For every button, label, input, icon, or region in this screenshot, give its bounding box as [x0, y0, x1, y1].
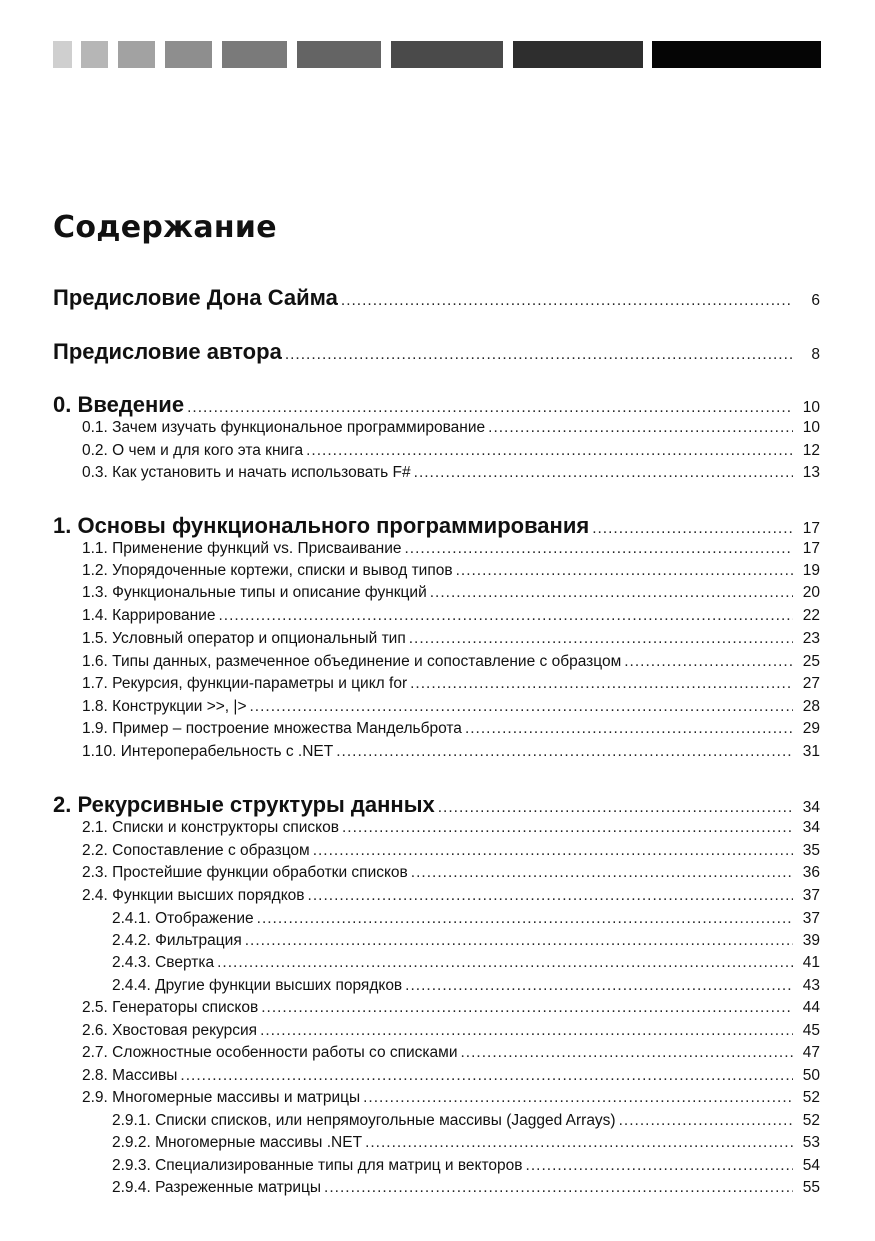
- dot-leader: [526, 1155, 793, 1177]
- toc-entry-label: 1.1. Применение функций vs. Присваивание: [82, 540, 402, 557]
- toc-entry-label: 2.6. Хвостовая рекурсия: [82, 1022, 258, 1039]
- toc-entry-label: 1.6. Типы данных, размеченное объединение и сопоставление с образцом: [82, 653, 622, 670]
- toc-entry-page-number: 34: [802, 799, 820, 816]
- dot-leader: [257, 908, 793, 930]
- toc-entry-label: 2.2. Сопоставление с образцом: [82, 842, 310, 859]
- toc-entry-page-number: 34: [802, 819, 820, 836]
- toc-entry-label: 1.5. Условный оператор и опциональный тип: [82, 630, 406, 647]
- toc-entry-page-number: 39: [802, 932, 820, 949]
- dot-leader: [465, 718, 793, 740]
- toc-section-entry: [112, 1132, 820, 1154]
- toc-section-entry: [82, 997, 820, 1019]
- toc-section-entry: [82, 817, 820, 839]
- toc-section-entry: [82, 538, 820, 560]
- toc-entry-page-number: 12: [802, 442, 820, 459]
- toc-section-entry: [112, 930, 820, 952]
- toc-section-entry: [82, 605, 820, 627]
- toc-section-entry: [112, 975, 820, 997]
- toc-entry-page-number: 47: [802, 1044, 820, 1061]
- toc-entry-label: 1.10. Интероперабельность с .NET: [82, 743, 334, 760]
- toc-entry-page-number: 43: [802, 977, 820, 994]
- toc-section-entry: [82, 1020, 820, 1042]
- toc-section-entry: [112, 908, 820, 930]
- dot-leader: [341, 287, 793, 312]
- toc-section-entry: [82, 462, 820, 484]
- dot-leader: [438, 794, 793, 819]
- toc-chapter-entry: [53, 512, 820, 540]
- toc-entry-label: 2.4.3. Свертка: [112, 954, 215, 971]
- toc-entry-label: Предисловие Дона Сайма: [53, 285, 338, 310]
- dot-leader: [456, 560, 793, 582]
- toc-entry-page-number: 55: [802, 1179, 820, 1196]
- dot-leader: [250, 696, 794, 718]
- toc-chapter-entry: [53, 338, 820, 366]
- toc-entry-page-number: 28: [802, 698, 820, 715]
- toc-entry-label: 2.9.3. Специализированные типы для матриц и векторов: [112, 1157, 523, 1174]
- dot-leader: [245, 930, 793, 952]
- toc-entry-page-number: 37: [802, 910, 820, 927]
- dot-leader: [218, 605, 793, 627]
- toc-entry-page-number: 19: [802, 562, 820, 579]
- toc-entry-label: 2.9.2. Многомерные массивы .NET: [112, 1134, 363, 1151]
- toc-chapter-entry: [53, 791, 820, 819]
- dot-leader: [324, 1177, 793, 1199]
- dot-leader: [619, 1110, 793, 1132]
- dot-leader: [187, 394, 793, 419]
- toc-entry-page-number: 25: [802, 653, 820, 670]
- toc-entry-label: 2. Рекурсивные структуры данных: [53, 792, 435, 817]
- toc-entry-label: 0.3. Как установить и начать использовать F#: [82, 464, 411, 481]
- toc-chapter-entry: [53, 284, 820, 312]
- toc-entry-page-number: 50: [802, 1067, 820, 1084]
- toc-section-entry: [112, 1155, 820, 1177]
- dot-leader: [405, 975, 793, 997]
- toc-entry-page-number: 44: [802, 999, 820, 1016]
- toc-entry-page-number: 27: [802, 675, 820, 692]
- toc-entry-label: 2.8. Массивы: [82, 1067, 178, 1084]
- toc-section-entry: [82, 628, 820, 650]
- toc-chapter-entry: [53, 391, 820, 419]
- toc-entry-label: 2.3. Простейшие функции обработки списков: [82, 864, 408, 881]
- toc-section-entry: [82, 651, 820, 673]
- toc-entry-page-number: 36: [802, 864, 820, 881]
- toc-entry-page-number: 17: [802, 520, 820, 537]
- toc-entry-label: 2.5. Генераторы списков: [82, 999, 259, 1016]
- toc-section-entry: [82, 417, 820, 439]
- dot-leader: [414, 462, 793, 484]
- toc-entry-page-number: 10: [802, 399, 820, 416]
- dot-leader: [592, 515, 793, 540]
- toc-entry-page-number: 45: [802, 1022, 820, 1039]
- dot-leader: [217, 952, 793, 974]
- toc-section-entry: [82, 440, 820, 462]
- toc-entry-label: 0. Введение: [53, 392, 185, 417]
- toc-entry-label: 1.7. Рекурсия, функции-параметры и цикл for: [82, 675, 408, 692]
- toc-entry-label: 2.4. Функции высших порядков: [82, 887, 305, 904]
- toc-entry-page-number: 17: [802, 540, 820, 557]
- toc-entry-page-number: 22: [802, 607, 820, 624]
- toc-entry-label: 0.2. О чем и для кого эта книга: [82, 442, 304, 459]
- toc-section-entry: [112, 952, 820, 974]
- toc-section-entry: [82, 696, 820, 718]
- toc-section-entry: [112, 1177, 820, 1199]
- toc-entry-page-number: 37: [802, 887, 820, 904]
- toc-entry-page-number: 41: [802, 954, 820, 971]
- toc-entry-label: 2.7. Сложностные особенности работы со списками: [82, 1044, 458, 1061]
- toc-entry-page-number: 52: [802, 1112, 820, 1129]
- toc-entry-label: 1.9. Пример – построение множества Мандельброта: [82, 720, 462, 737]
- toc-section-entry: [82, 582, 820, 604]
- toc-entry-label: 1.4. Каррирование: [82, 607, 216, 624]
- dot-leader: [308, 885, 793, 907]
- dot-leader: [313, 840, 793, 862]
- toc-section-entry: [82, 718, 820, 740]
- dot-leader: [180, 1065, 793, 1087]
- dot-leader: [363, 1087, 793, 1109]
- dot-leader: [430, 582, 793, 604]
- toc-entry-page-number: 6: [811, 292, 820, 309]
- toc-entry-label: 2.9.1. Списки списков, или непрямоугольные массивы (Jagged Arrays): [112, 1112, 616, 1129]
- dot-leader: [261, 997, 793, 1019]
- toc-section-entry: [82, 1042, 820, 1064]
- toc-entry-label: 2.9. Многомерные массивы и матрицы: [82, 1089, 361, 1106]
- toc-section-entry: [82, 862, 820, 884]
- dot-leader: [624, 651, 793, 673]
- toc-entry-page-number: 13: [802, 464, 820, 481]
- toc-entry-page-number: 52: [802, 1089, 820, 1106]
- dot-leader: [285, 341, 793, 366]
- page-title: Содержание: [53, 210, 277, 245]
- toc-entry-page-number: 29: [802, 720, 820, 737]
- dot-leader: [410, 673, 793, 695]
- dot-leader: [488, 417, 793, 439]
- dot-leader: [405, 538, 794, 560]
- toc-entry-page-number: 10: [802, 419, 820, 436]
- toc-entry-page-number: 54: [802, 1157, 820, 1174]
- toc-entry-label: 2.4.2. Фильтрация: [112, 932, 242, 949]
- toc-section-entry: [82, 1065, 820, 1087]
- dot-leader: [342, 817, 793, 839]
- toc-section-entry: [82, 885, 820, 907]
- toc-section-entry: [82, 673, 820, 695]
- toc-entry-page-number: 31: [802, 743, 820, 760]
- dot-leader: [306, 440, 793, 462]
- toc-section-entry: [82, 1087, 820, 1109]
- toc-entry-label: 1.3. Функциональные типы и описание функций: [82, 584, 427, 601]
- dot-leader: [411, 862, 793, 884]
- dot-leader: [409, 628, 793, 650]
- toc-section-entry: [82, 560, 820, 582]
- toc-entry-label: Предисловие автора: [53, 339, 282, 364]
- toc-entry-label: 2.9.4. Разреженные матрицы: [112, 1179, 322, 1196]
- toc-section-entry: [82, 840, 820, 862]
- dot-leader: [461, 1042, 794, 1064]
- toc-section-entry: [82, 741, 820, 763]
- toc-entry-label: 1.8. Конструкции >>, |>: [82, 698, 247, 715]
- toc-entry-label: 0.1. Зачем изучать функциональное программирование: [82, 419, 486, 436]
- dot-leader: [336, 741, 793, 763]
- toc-entry-page-number: 20: [802, 584, 820, 601]
- toc-entry-page-number: 23: [802, 630, 820, 647]
- dot-leader: [260, 1020, 793, 1042]
- toc-entry-label: 1. Основы функционального программирования: [53, 513, 590, 538]
- toc-entry-page-number: 8: [811, 346, 820, 363]
- toc-entry-label: 2.4.1. Отображение: [112, 910, 254, 927]
- dot-leader: [365, 1132, 793, 1154]
- toc-entry-label: 2.4.4. Другие функции высших порядков: [112, 977, 403, 994]
- toc-entry-page-number: 53: [802, 1134, 820, 1151]
- toc-section-entry: [112, 1110, 820, 1132]
- toc-entry-label: 2.1. Списки и конструкторы списков: [82, 819, 339, 836]
- toc-entry-label: 1.2. Упорядоченные кортежи, списки и вывод типов: [82, 562, 453, 579]
- toc-entry-page-number: 35: [802, 842, 820, 859]
